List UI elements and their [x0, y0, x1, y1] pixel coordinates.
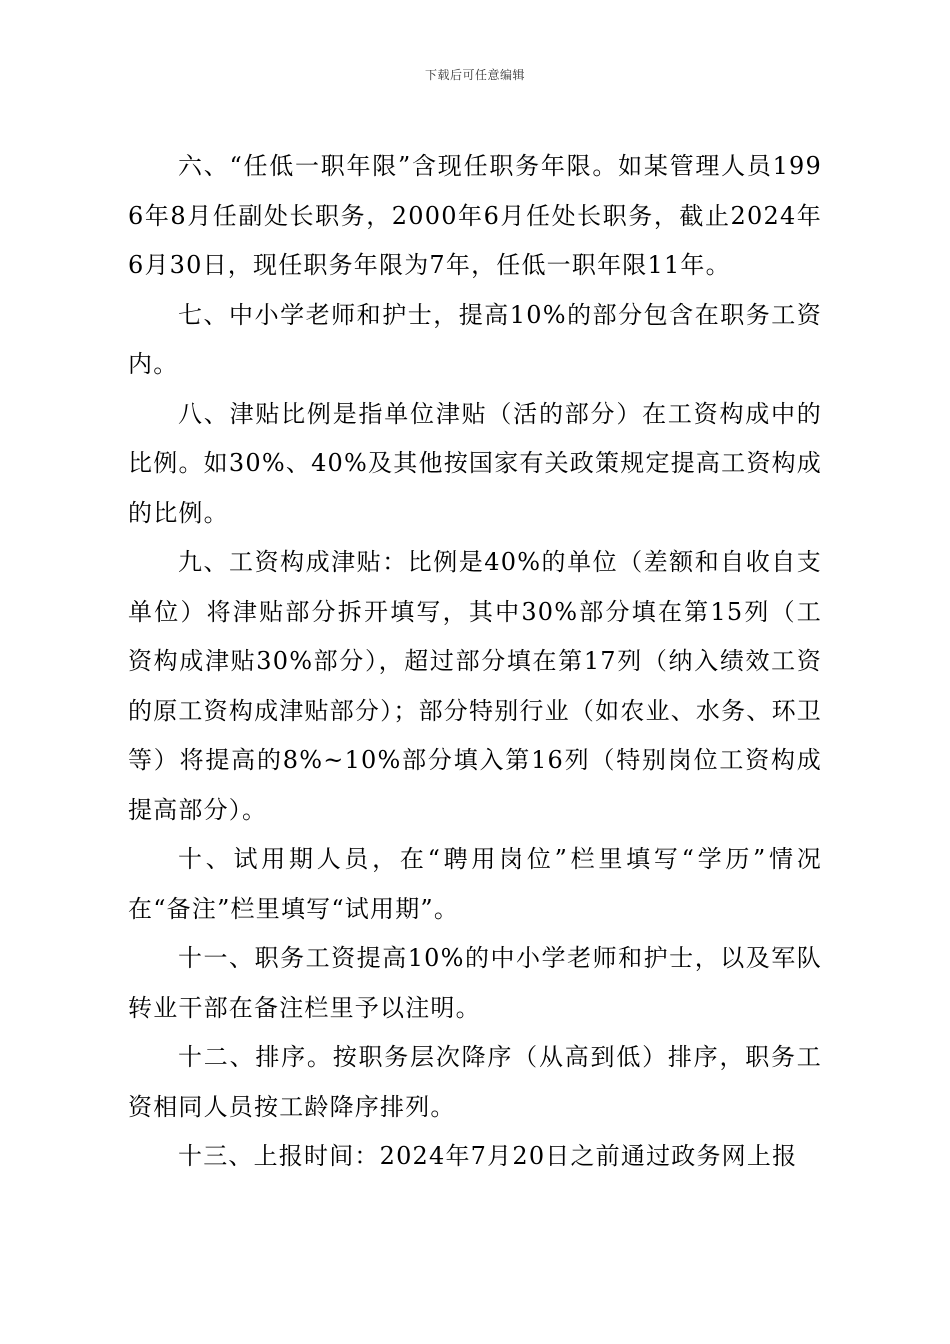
paragraph-item-8: 八、津贴比例是指单位津贴（活的部分）在工资构成中的比例。如30%、40%及其他按国家有关政策规定提高工资构成的比例。: [128, 399, 822, 527]
paragraph-item-11: 十一、职务工资提高10%的中小学老师和护士，以及军队转业干部在备注栏里予以注明。: [128, 944, 822, 1022]
paragraph-item-7: 七、中小学老师和护士，提高10%的部分包含在职务工资内。: [128, 300, 822, 378]
document-body: [128, 142, 822, 1182]
paragraph-item-10: 十、试用期人员，在“聘用岗位”栏里填写“学历”情况在“备注”栏里填写“试用期”。: [128, 845, 822, 923]
header-note: 下载后可任意编辑: [424, 68, 525, 82]
paragraph-item-12: 十二、排序。按职务层次降序（从高到低）排序，职务工资相同人员按工龄降序排列。: [128, 1043, 822, 1121]
paragraph-item-6: 六、“任低一职年限”含现任职务年限。如某管理人员1996年8月任副处长职务，2000年6月任处长职务，截止2024年6月30日，现任职务年限为7年，任低一职年限11年。: [128, 152, 822, 279]
paragraph-item-13: 十三、上报时间：2024年7月20日之前通过政务网上报: [178, 1142, 798, 1170]
paragraph-item-9: 九、工资构成津贴：比例是40%的单位（差额和自收自支单位）将津贴部分拆开填写，其中30%部分填在第15列（工资构成津贴30%部分），超过部分填在第17列（纳入绩效工资的原工资构成津贴部分）；部分特别行业（如农业、水务、环卫等）将提高的8%~10%部分填入第16列（特别岗位工资构成提高部分）。: [128, 548, 822, 824]
